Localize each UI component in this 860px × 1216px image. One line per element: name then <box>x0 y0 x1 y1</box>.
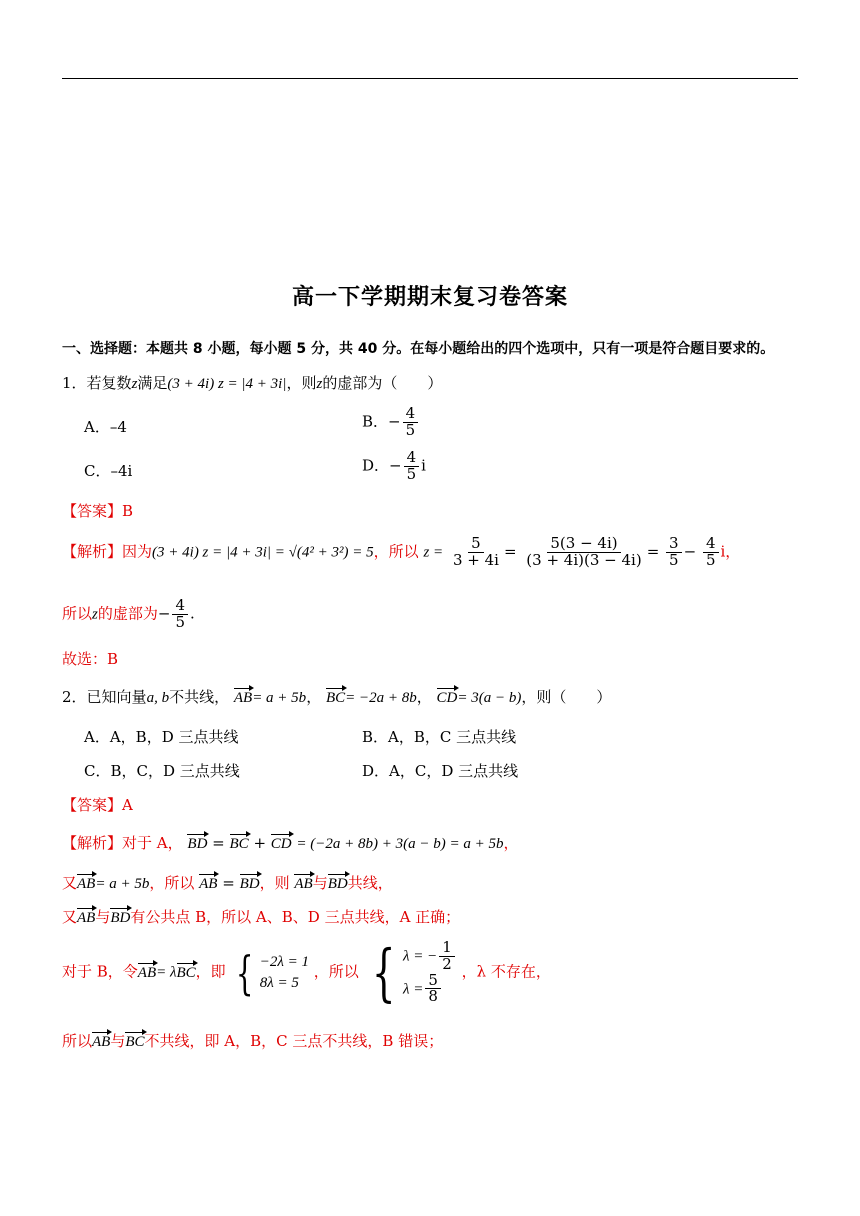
section-heading: 一、选择题：本题共 8 小题，每小题 5 分，共 40 分。在每小题给出的四个选项中，只有一项是符合题目要求的。 <box>62 341 775 357</box>
q1-answer: 【答案】B <box>62 502 134 520</box>
header-rule <box>62 78 798 79</box>
q1-option-b: B．− $\frac{4}{5}$ <box>362 406 420 439</box>
q2-analysis-line3: 又AB与BD有公共点 B，所以 A、B、D 三点共线，A 正确； <box>62 908 461 926</box>
equation-system-1: { −2λ = 1 8λ = 5 <box>236 945 309 1000</box>
q1-analysis-line2: 所以z的虚部为− $\frac{4}{5}$ . <box>62 596 195 631</box>
q2-analysis-line5: 所以AB与BC不共线，即 A，B，C 三点不共线，B 错误； <box>62 1032 444 1050</box>
q2-analysis-line2: 又AB= a + 5b，所以 AB = BD，则 AB与BD共线， <box>62 874 393 892</box>
q2-option-b: B．A，B，C 三点共线 <box>362 728 517 746</box>
q2-option-d: D．A，C，D 三点共线 <box>362 762 519 780</box>
page-title: 高一下学期期末复习卷答案 <box>291 285 568 310</box>
q2-answer: 【答案】A <box>62 796 133 814</box>
q1-conclusion: 故选：B <box>62 650 119 668</box>
q1-analysis: 【解析】因为(3 + 4i) z = |4 + 3i| = √(4² + 3²) = 5，所以 z = $\frac{5}{3 + 4i}$ = $\frac{5(3 - 4i)}{(3 + 4i)(3 - 4i)}$ = $\frac{3}{5}$ − $\frac{4}{5}$ i， <box>62 534 741 569</box>
equation-system-2: { λ = − $\frac{1}{2}$ λ = $\frac{5}{8}$ <box>364 940 457 1005</box>
q2-analysis-line4: 对于 B，令AB= λBC，即 { −2λ = 1 8λ = 5 ，所以 { λ = − $\frac{1}{2}$ λ = $\frac{5}{8}$ ，λ 不存在， <box>62 935 551 1009</box>
q1-option-d: D．− $\frac{4}{5}$ i <box>362 448 426 483</box>
q1-stem: 1．若复数z满足(3 + 4i) z = |4 + 3i|，则z的虚部为（ ） <box>62 374 443 392</box>
q2-option-c: C．B，C，D 三点共线 <box>84 762 240 780</box>
q2-analysis-line1: 【解析】对于 A， BD = BC + CD = (−2a + 8b) + 3(a − b) = a + 5b， <box>62 834 519 852</box>
q2-stem: 2．已知向量a, b不共线， AB= a + 5b， BC= −2a + 8b， CD= 3(a − b)，则（ ） <box>62 688 612 706</box>
q2-option-a: A．A，B，D 三点共线 <box>84 728 239 746</box>
q1-option-a: A．–4 <box>84 418 127 436</box>
q1-option-c: C．–4i <box>84 462 133 480</box>
